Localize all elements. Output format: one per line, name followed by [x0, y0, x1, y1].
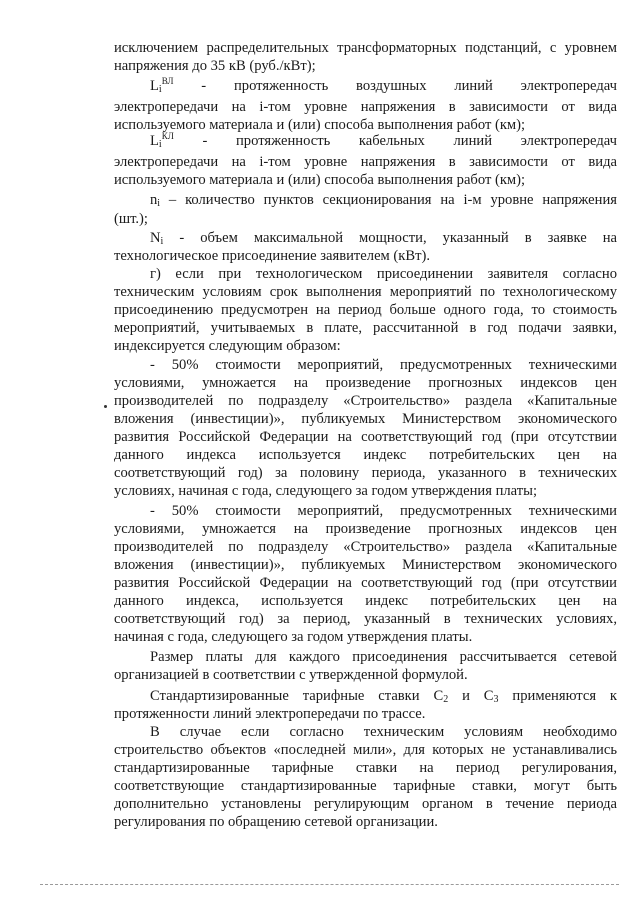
text-line: условиях, начиная с года, следующего за годом утверждения платы;: [114, 483, 538, 499]
subscript-i: i: [158, 84, 162, 95]
formula-term-line-kl: [150, 133, 617, 150]
text-line: строительство объектов «последней мили», для которых не устанавливались: [114, 742, 617, 758]
text-line: напряжения до 35 кВ (руб./кВт);: [114, 58, 316, 74]
text-line: г) если при технологическом присоединении заявителя согласно: [150, 266, 617, 282]
superscript-kl: КЛ: [161, 131, 174, 141]
text-line: присоединению предусмотрен на период больше одного года, то стоимость: [114, 302, 617, 318]
text-line-tariffs: Стандартизированные тарифные ставки С2 и С3 применяются к: [150, 688, 618, 705]
term-definition-text: - протяженность кабельных линий электропередач: [173, 133, 617, 149]
text-line: (шт.);: [114, 211, 148, 227]
text-line: развития Российской Федерации на соответствующий год (при отсутствии: [114, 429, 617, 445]
text-line: - 50% стоимости мероприятий, предусмотренных техническими: [150, 357, 617, 373]
text-line-n: ni – количество пунктов секционирования на i-м уровне напряжения: [150, 192, 617, 209]
text-line: электропередачи на i-том уровне напряжения в зависимости от вида: [114, 154, 617, 170]
text-line: регулирования по обращению сетевой организации.: [114, 814, 438, 830]
text-line: мероприятий, учитываемых в плате, рассчитанной в год подачи заявки,: [114, 320, 617, 336]
text-line: начиная с года, следующего за годом утверждения платы.: [114, 629, 473, 645]
subscript-i: i: [158, 139, 162, 150]
symbol-L: L: [150, 78, 159, 94]
text-line: вложения (инвестиции)», публикуемых Министерством экономического: [114, 557, 617, 573]
text-line: производителей по подразделу «Строительство» раздела «Капитальные: [114, 539, 617, 555]
text-line: индексируется следующим образом:: [114, 338, 341, 354]
text-line: стандартизированные тарифные ставки на период регулирования,: [114, 760, 617, 776]
text-line: условиями, умножается на произведение прогнозных индексов цен: [114, 375, 617, 391]
text-line: соответствующие стандартизированные тарифные ставки, могут быть: [114, 778, 617, 794]
text-line: производителей по подразделу «Строительство» раздела «Капитальные: [114, 393, 617, 409]
symbol-L: L: [150, 133, 159, 149]
text-line: вложения (инвестиции)», публикуемых Министерством экономического: [114, 411, 617, 427]
text-line: протяженности линий электропередачи по трассе.: [114, 706, 426, 722]
text-line-N: Ni - объем максимальной мощности, указанный в заявке на: [150, 230, 617, 247]
term-definition-text: - протяженность воздушных линий электропередач: [173, 78, 617, 94]
superscript-vl: ВЛ: [161, 76, 174, 86]
text-line: данного индекса используется индекс потребительских цен на: [114, 447, 617, 463]
text-line: электропередачи на i-том уровне напряжения в зависимости от вида: [114, 99, 617, 115]
text-line: техническим условиям срок выполнения мероприятий по технологическому: [114, 284, 617, 300]
footer-divider: [40, 884, 619, 885]
text-line: дополнительно установлены регулирующим органом в течение периода: [114, 796, 617, 812]
text-line: - 50% стоимости мероприятий, предусмотренных техническими: [150, 503, 617, 519]
text-line: данного индекса, используется индекс потребительских цен на: [114, 593, 617, 609]
text-line: развития Российской Федерации на соответствующий год (при отсутствии: [114, 575, 617, 591]
formula-term-line-vl: [150, 78, 617, 95]
text-line: условиями, умножается на произведение прогнозных индексов цен: [114, 521, 617, 537]
text-line: Размер платы для каждого присоединения рассчитывается сетевой: [150, 649, 617, 665]
text-line: соответствующий год) за половину периода, указанного в технических: [114, 465, 617, 481]
text-line: исключением распределительных трансформаторных подстанций, с уровнем: [114, 40, 617, 56]
text-line: соответствующий год) за период, указанный в технических условиях,: [114, 611, 617, 627]
text-line: организацией в соответствии с утвержденной формулой.: [114, 667, 468, 683]
text-line: используемого материала и (или) способа выполнения работ (км);: [114, 117, 526, 133]
scan-speck: [104, 405, 107, 408]
text-line: В случае если согласно техническим условиям необходимо: [150, 724, 617, 740]
text-line: используемого материала и (или) способа выполнения работ (км);: [114, 172, 526, 188]
text-line: технологическое присоединение заявителем (кВт).: [114, 248, 431, 264]
